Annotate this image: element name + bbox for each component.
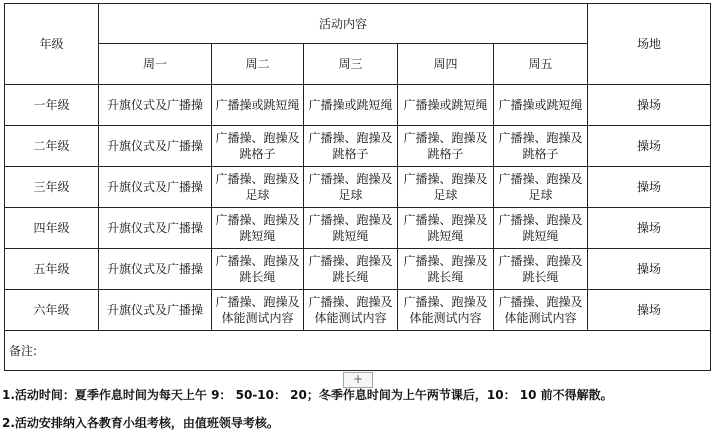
venue-cell: 操场 [588,126,711,167]
activity-text-line: 广播操或跳短绳 [498,98,583,112]
activity-text-line: 广播操、跑操及 [308,295,393,309]
tue-activity-cell [212,126,304,167]
day-header-fri: 周五 [494,44,588,85]
activity-text-line: 广播操、跑操及 [403,295,488,309]
activity-text-line: 广播操、跑操及 [215,254,300,268]
thu-activity-cell [398,85,494,126]
day-header-tue: 周二 [212,44,304,85]
activity-text-line: 广播操或跳短绳 [215,98,300,112]
grade-cell: 四年级 [5,208,99,249]
activity-text-line: 广播操、跑操及 [498,295,583,309]
activity-text-line: 跳长绳 [332,270,369,284]
activity-text-line: 跳长绳 [427,270,464,284]
activity-text-line: 体能测试内容 [314,311,387,325]
activity-text-line: 广播操、跑操及 [403,172,488,186]
activity-text-line: 跳长绳 [239,270,276,284]
activity-text-line: 广播操、跑操及 [215,172,300,186]
fri-activity-cell [494,290,588,331]
activity-text-line: 足球 [338,188,363,202]
activity-text-line: 广播操、跑操及 [498,254,583,268]
thu-activity-cell [398,290,494,331]
activity-text-line: 足球 [245,188,270,202]
tue-activity-cell [212,167,304,208]
wed-activity-cell [304,249,398,290]
monday-activity-cell: 升旗仪式及广播操 [99,249,212,290]
wed-activity-cell [304,290,398,331]
fri-activity-cell [494,208,588,249]
activity-text-line: 跳格子 [427,147,464,161]
activity-text-line: 广播操、跑操及 [498,213,583,227]
add-row-button[interactable]: + [343,372,373,388]
header-row [5,4,711,44]
grade-cell: 五年级 [5,249,99,290]
activity-text-line: 广播操、跑操及 [215,131,300,145]
activity-text-line: 广播操、跑操及 [403,254,488,268]
activity-text-line: 跳短绳 [427,229,464,243]
activity-text-line: 广播操、跑操及 [498,131,583,145]
wed-activity-cell [304,85,398,126]
venue-cell: 操场 [588,208,711,249]
monday-activity-cell: 升旗仪式及广播操 [99,85,212,126]
venue-cell: 操场 [588,85,711,126]
day-header-mon: 周一 [99,44,212,85]
table-row [5,290,711,331]
fri-activity-cell [494,249,588,290]
activity-text-line: 跳长绳 [522,270,559,284]
activity-text-line: 广播操、跑操及 [215,213,300,227]
activity-text-line: 体能测试内容 [504,311,577,325]
wed-activity-cell [304,167,398,208]
monday-activity-cell: 升旗仪式及广播操 [99,208,212,249]
activity-text-line: 广播操、跑操及 [308,254,393,268]
wed-activity-cell [304,126,398,167]
activity-text-line: 体能测试内容 [409,311,482,325]
thu-activity-cell [398,208,494,249]
venue-cell: 操场 [588,167,711,208]
activity-text-line: 广播操或跳短绳 [308,98,393,112]
venue-cell: 操场 [588,290,711,331]
day-header-thu: 周四 [398,44,494,85]
activity-text-line: 跳格子 [239,147,276,161]
activity-text-line: 跳格子 [522,147,559,161]
tue-activity-cell [212,85,304,126]
activity-header: 活动内容 [99,4,588,44]
activity-text-line: 体能测试内容 [221,311,294,325]
tue-activity-cell [212,290,304,331]
tue-activity-cell [212,208,304,249]
day-header-wed: 周三 [304,44,398,85]
table-row [5,167,711,208]
thu-activity-cell [398,167,494,208]
monday-activity-cell: 升旗仪式及广播操 [99,290,212,331]
activity-text-line: 足球 [433,188,458,202]
tue-activity-cell [212,249,304,290]
table-row [5,249,711,290]
venue-header: 场地 [588,4,711,85]
wed-activity-cell [304,208,398,249]
monday-activity-cell: 升旗仪式及广播操 [99,126,212,167]
footnote-activity-time: 1.活动时间：夏季作息时间为每天上午 9： 50-10： 20；冬季作息时间为上午两节课后，10： 10 前不得解散。 [2,388,613,402]
activity-text-line: 足球 [528,188,553,202]
fri-activity-cell [494,85,588,126]
grade-cell: 二年级 [5,126,99,167]
thu-activity-cell [398,249,494,290]
venue-cell: 操场 [588,249,711,290]
grade-cell: 一年级 [5,85,99,126]
thu-activity-cell [398,126,494,167]
activity-text-line: 跳短绳 [239,229,276,243]
footnote-assessment: 2.活动安排纳入各教育小组考核，由值班领导考核。 [2,416,279,430]
table-row [5,126,711,167]
note-cell[interactable]: 备注: [5,331,711,371]
activity-text-line: 跳短绳 [332,229,369,243]
activity-text-line: 广播操、跑操及 [498,172,583,186]
grade-cell: 三年级 [5,167,99,208]
activity-text-line: 广播操、跑操及 [403,131,488,145]
note-row [5,331,711,371]
activity-text-line: 广播操、跑操及 [308,172,393,186]
monday-activity-cell: 升旗仪式及广播操 [99,167,212,208]
table-row [5,85,711,126]
fri-activity-cell [494,167,588,208]
activity-text-line: 跳短绳 [522,229,559,243]
activity-text-line: 跳格子 [332,147,369,161]
grade-cell: 六年级 [5,290,99,331]
activity-text-line: 广播操、跑操及 [308,131,393,145]
activity-text-line: 广播操、跑操及 [215,295,300,309]
activity-text-line: 广播操、跑操及 [403,213,488,227]
activity-schedule-table [4,3,711,371]
activity-text-line: 广播操、跑操及 [308,213,393,227]
activity-text-line: 广播操或跳短绳 [403,98,488,112]
fri-activity-cell [494,126,588,167]
table-row [5,208,711,249]
grade-header: 年级 [5,4,99,85]
